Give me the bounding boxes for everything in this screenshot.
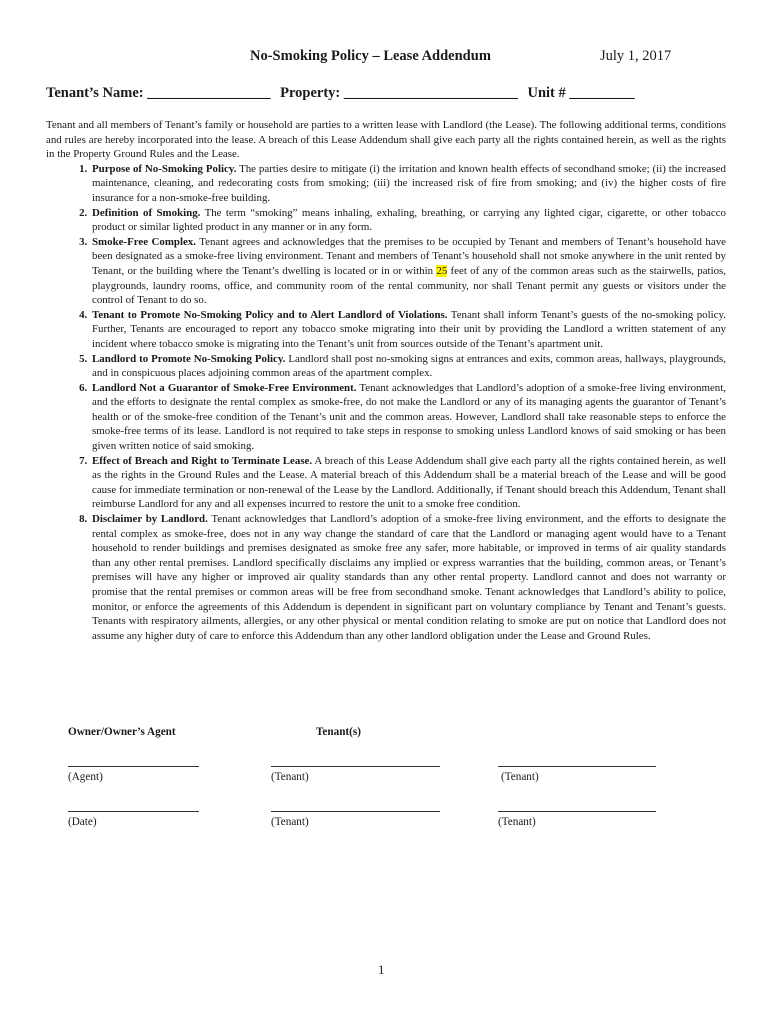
clause-text: Landlord shall post no-smoking signs at entrances and exits, common areas, hallways, playgrounds, and in conspicuous places adjoining common areas of the apartment complex. — [92, 352, 726, 380]
intro-paragraph: Tenant and all members of Tenant’s family or household are parties to a written lease with Landlord (the Lease). The following additional terms, conditions and rules are hereby incorporated into the lease. A breach of this Lease Addendum shall give each party all the rights contained herein, as well as the rights in the Property Ground Rules and the Lease. — [46, 119, 726, 161]
document-title: No-Smoking Policy – Lease Addendum — [250, 48, 491, 64]
clause-5 — [90, 352, 726, 381]
unit-label: Unit # — [527, 85, 566, 101]
tenant-name-label: Tenant’s Name: — [46, 85, 144, 101]
tenant-caption-2: (Tenant) — [501, 771, 539, 783]
date-caption: (Date) — [68, 816, 97, 828]
document-date: July 1, 2017 — [600, 48, 672, 64]
clause-heading: Landlord to Promote No-Smoking Policy. — [92, 352, 286, 365]
clause-heading: Tenant to Promote No-Smoking Policy and to Alert Landlord of Violations. — [92, 308, 448, 321]
clause-text: The term “smoking” means inhaling, exhaling, breathing, or carrying any lighted cigar, cigarette, or other tobacco product or similar lighted product in any manner or in any form. — [92, 206, 726, 234]
tenant-caption-1: (Tenant) — [271, 771, 309, 783]
owner-agent-heading: Owner/Owner’s Agent — [68, 726, 176, 738]
tenant-info-fields — [46, 85, 736, 102]
clause-heading: Effect of Breach and Right to Terminate Lease. — [92, 454, 313, 467]
clause-6 — [90, 381, 726, 454]
clause-heading: Purpose of No-Smoking Policy. — [92, 162, 237, 175]
date-signature-line[interactable] — [68, 811, 199, 812]
tenant-signature-line-3[interactable] — [271, 811, 440, 812]
tenant-signature-line-1[interactable] — [271, 766, 440, 767]
clause-heading: Disclaimer by Landlord. — [92, 513, 208, 526]
clause-4 — [90, 308, 726, 352]
clause-2 — [90, 206, 726, 235]
clause-text: Tenant agrees and acknowledges that the premises to be occupied by Tenant and members of Tenant’s household have been designated as a smoke-free living environment. Tenant and members of Tenant’s household shall not smoke anywhere in the unit rented by Tenant, or the building where the Tenant’s dwelling is located or in or within — [92, 235, 726, 277]
clause-3 — [90, 235, 726, 308]
tenant-signature-line-2[interactable] — [498, 766, 656, 767]
clause-text: Tenant acknowledges that Landlord’s adoption of a smoke-free living environment, and the efforts to designate the rental complex as smoke-free, do not make the Landlord or any of its managing agents the guarantor of Tenant’s health or of the smoke-free condition of the Tenant’s unit and the common areas. However, Landlord shall take reasonable steps to enforce the smoke-free terms of its lease. Landlord is not required to take steps in response to smoking unless Landlord knows of said smoking or has been given written notice of said smoking. — [92, 381, 726, 453]
tenant-signature-line-4[interactable] — [498, 811, 656, 812]
agent-caption: (Agent) — [68, 771, 103, 783]
clause-text: Tenant shall inform Tenant’s guests of the no-smoking policy. Further, Tenants are encouraged to report any tobacco smoke migrating into their unit by providing the Landlord a written statement of any incident where tobacco smoke is migrating into the Tenant’s unit from sources outside of the Tenant’s apartment unit. — [92, 308, 726, 350]
highlighted-distance: 25 — [436, 264, 448, 277]
agent-signature-line[interactable] — [68, 766, 199, 767]
clause-1 — [90, 162, 726, 206]
addendum-body — [46, 118, 726, 643]
clause-text: The parties desire to mitigate (i) the irritation and known health effects of secondhand smoke; (ii) the increased maintenance, cleaning, and redecorating costs from smoking; (iii) the increased risk of fire from smoking; and (iv) the higher costs of fire insurance for a non-smoke-free building. — [92, 162, 726, 204]
clause-heading: Definition of Smoking. — [92, 206, 201, 219]
clause-8 — [90, 512, 726, 643]
tenant-name-field[interactable]: _________________ — [147, 85, 271, 101]
tenant-caption-4: (Tenant) — [498, 816, 536, 828]
clause-heading: Smoke-Free Complex. — [92, 235, 196, 248]
clause-list — [46, 162, 726, 644]
property-label: Property: — [280, 85, 341, 101]
tenant-caption-3: (Tenant) — [271, 816, 309, 828]
clause-text: A breach of this Lease Addendum shall give each party all the rights contained herein, as well as the rights in the Ground Rules and the Lease. A material breach of this Addendum shall be a material breach of the Lease and will be good cause for immediate termination or non-renewal of the Lease by the Landlord. Additionally, if Tenant should breach this Addendum, Tenant shall reimburse Landlord for any and all expenses incurred to restore the unit to a smoke free condition. — [92, 454, 726, 511]
clause-7 — [90, 454, 726, 512]
clause-text: Tenant acknowledges that Landlord’s adoption of a smoke-free living environment, and the efforts to designate the rental complex as smoke-free, does not in any way change the standard of care that the Landlord or managing agent would have to a Tenant household to render buildings and premises designated as smoke free any safer, more habitable, or improved in terms of air quality standards than any other rental premises. Landlord specifically disclaims any implied or express warranties that the building, common areas, or Tenant’s premises will have any higher or improved air quality standards than any other rental property. Landlord cannot and does not warranty or promise that the rental premises or common areas will be free from secondhand smoke. Tenant acknowledges that Landlord’s ability to police, monitor, or enforce the agreements of this Addendum is dependent in significant part on voluntary compliance by Tenant and Tenant’s guests. Tenants with respiratory ailments, allergies, or any other physical or mental condition relating to smoke are put on notice that Landlord does not assume any higher duty of care to enforce this Addendum than any other landlord obligation under the Lease and Ground Rules. — [92, 513, 727, 642]
unit-field[interactable]: _________ — [569, 85, 635, 101]
property-field[interactable]: ________________________ — [343, 85, 518, 101]
clause-text: feet of any of the common areas such as the stairwells, patios, playgrounds, laundry rooms, office, and community room of the rental community, nor shall Tenant permit any guests or visitors under the control of Tenant to do so. — [92, 264, 727, 307]
clause-heading: Landlord Not a Guarantor of Smoke-Free Environment. — [92, 381, 357, 394]
page-number: 1 — [378, 962, 385, 977]
tenants-heading: Tenant(s) — [316, 726, 361, 738]
document-header — [0, 48, 770, 66]
